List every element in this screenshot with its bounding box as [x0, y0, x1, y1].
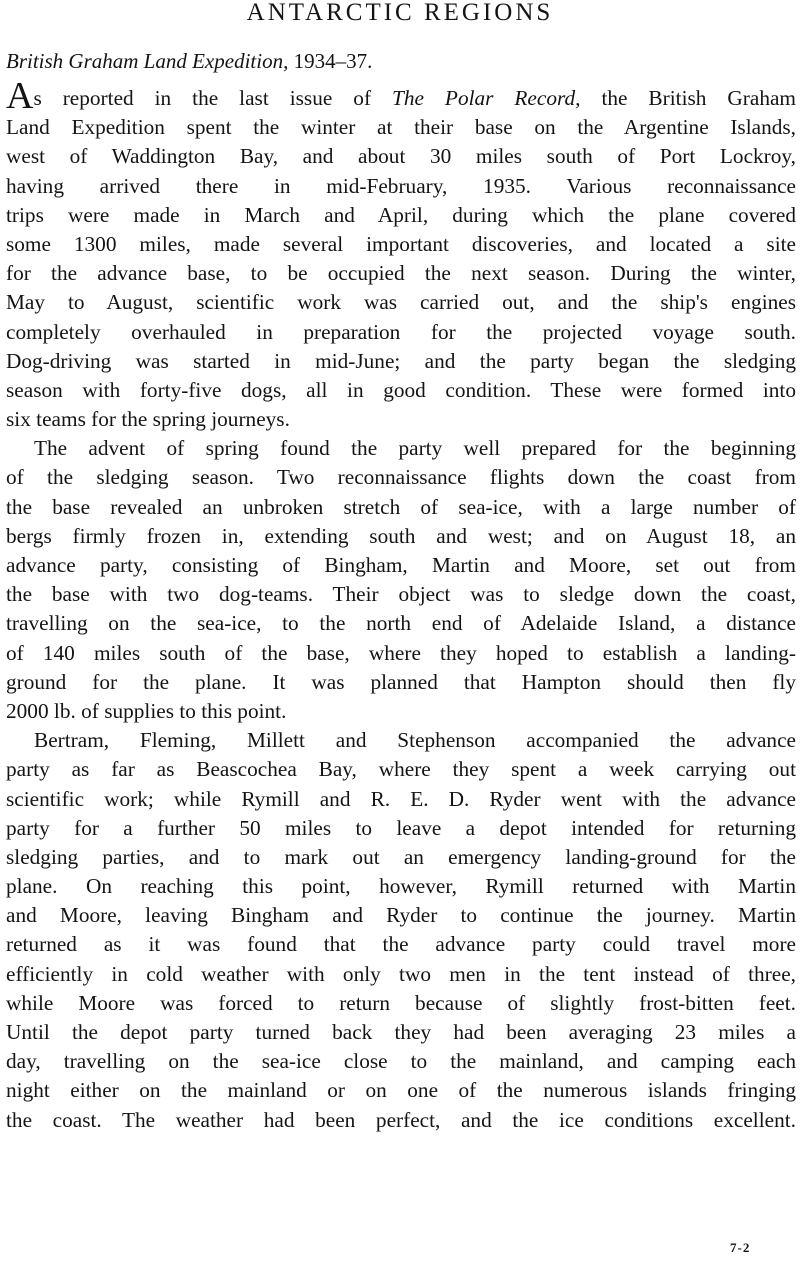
- text-line: advance party, consisting of Bingham, Martin and Moore, set out from: [6, 553, 796, 577]
- text-line: completely overhauled in preparation for the projected voyage south.: [6, 319, 796, 344]
- text-line: travelling on the sea-ice, to the north end of Adelaide Island, a distance: [6, 611, 796, 636]
- text-line: efficiently in cold weather with only two men in the tent instead of three,: [6, 961, 796, 986]
- section-title: [6, 48, 372, 74]
- paragraph-2: [6, 434, 796, 726]
- text-line: the base revealed an unbroken stretch of sea-ice, with a large number of: [6, 494, 796, 519]
- text-line: having arrived there in mid-February, 1935. Various reconnaissance: [6, 173, 796, 198]
- text-line: while Moore was forced to return because of slightly frost-bitten feet.: [6, 990, 796, 1015]
- text-line: Bertram, Fleming, Millett and Stephenson accompanied the advance: [34, 728, 796, 753]
- text-line: the coast. The weather had been perfect, and the ice conditions excellent.: [6, 1107, 796, 1132]
- running-head: ANTARCTIC REGIONS: [246, 0, 554, 26]
- text-line: bergs firmly frozen in, extending south and west; and on August 18, an: [6, 523, 796, 548]
- paragraph-1: [6, 75, 796, 434]
- text-line: west of Waddington Bay, and about 30 miles south of Port Lockroy,: [6, 144, 796, 169]
- text-line: of 140 miles south of the base, where they hoped to establish a landing-: [6, 640, 796, 665]
- text-line: ground for the plane. It was planned that Hampton should then fly: [6, 669, 796, 694]
- text-line: returned as it was found that the advance party could travel more: [6, 932, 796, 957]
- text-line: sledging parties, and to mark out an emergency landing-ground for the: [6, 844, 796, 869]
- text-line: Land Expedition spent the winter at their base on the Argentine Islands,: [6, 115, 796, 140]
- text-line: six teams for the spring journeys.: [6, 407, 290, 432]
- section-title-name: British Graham Land Expedition,: [6, 49, 289, 73]
- text-line: Until the depot party turned back they had been averaging 23 miles a: [6, 1020, 796, 1044]
- text-line: of the sledging season. Two reconnaissance flights down the coast from: [6, 465, 796, 490]
- drop-cap: A: [6, 75, 34, 117]
- text-line: for the advance base, to be occupied the next season. During the winter,: [6, 261, 796, 286]
- section-title-dates: 1934–37.: [288, 49, 373, 73]
- text-line: day, travelling on the sea-ice close to the mainland, and camping each: [6, 1049, 796, 1074]
- paragraph-3: [6, 726, 796, 1135]
- text-line: scientific work; while Rymill and R. E. D. Ryder went with the advance: [6, 786, 796, 811]
- article-body: [6, 75, 796, 1135]
- text-line: season with forty-five dogs, all in good condition. These were formed into: [6, 377, 796, 402]
- text-line: party as far as Beascochea Bay, where they spent a week carrying out: [6, 757, 796, 782]
- text-line: plane. On reaching this point, however, Rymill returned with Martin: [6, 874, 796, 899]
- text-line: 2000 lb. of supplies to this point.: [6, 698, 287, 723]
- text-line: The advent of spring found the party well prepared for the beginning: [34, 436, 796, 461]
- text-line: As reported in the last issue of The Polar Record, the British Graham: [6, 75, 796, 117]
- text-line: the base with two dog-teams. Their object was to sledge down the coast,: [6, 582, 796, 607]
- text-line: and Moore, leaving Bingham and Ryder to continue the journey. Martin: [6, 903, 796, 928]
- signature-mark: 7-2: [730, 1240, 751, 1255]
- text-line: May to August, scientific work was carried out, and the ship's engines: [6, 290, 796, 315]
- publication-title: The Polar Record,: [392, 86, 581, 110]
- text-line: some 1300 miles, made several important discoveries, and located a site: [6, 231, 796, 256]
- text-line: party for a further 50 miles to leave a depot intended for returning: [6, 815, 796, 840]
- text-line: night either on the mainland or on one of the numerous islands fringing: [6, 1078, 796, 1103]
- text-line: Dog-driving was started in mid-June; and the party began the sledging: [6, 348, 796, 373]
- text-line: trips were made in March and April, during which the plane covered: [6, 202, 796, 227]
